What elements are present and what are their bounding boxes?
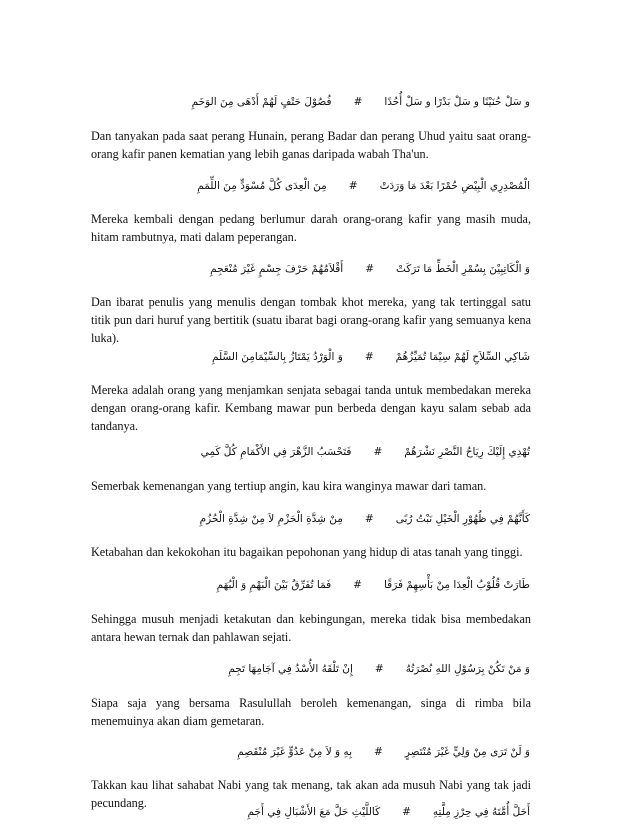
verse-hemistich-second: فَتَحْسَبُ الزَّهْرَ فِي الأَكْمَامِ كُلَّ كَمِي [200,446,352,458]
verse-separator: # [374,746,383,758]
translation-paragraph: Takkan kau lihat sahabat Nabi yang tak menang, tak akan ada musuh Nabi yang tak jadi pecundang. [91,778,531,810]
verse-hemistich-second: وَ الْوَرْدُ يَمْتَازُ بِالسِّيْمَامِنَ السَّلَمِ [211,351,343,363]
arabic-verse [150,800,530,824]
verse-hemistich-second: إِنْ تَلْقَهُ الأُسْدُ فِي آجَامِهَا تَجِمِ [228,663,353,675]
translation-paragraph: Mereka kembali dengan pedang berlumur darah orang-orang kafir yang masih muda, hitam rambutnya, mati dalam peperangan. [91,212,531,244]
verse-hemistich-second: فَمَا تُفَرِّقُ بَيْنَ الْبَهْمِ وَ الْبُهَمِ [216,579,332,591]
verse-hemistich-first: كَأَنَّهُمْ فِي ظُهُوْرِ الْخَيْلِ نَبْتُ رُبًى [395,513,530,525]
arabic-verse [60,257,530,281]
verse-separator: # [353,579,362,591]
verse-hemistich-first: طَارَتْ قُلُوْبُ الْعِدَا مِنْ بَأْسِهِمْ فَرَقًا [383,579,530,591]
translation-paragraph: Mereka adalah orang yang menjamkan senjata sebagai tanda untuk membedakan mereka dengan orang-orang kafir. Kembang mawar pun berbeda dengan kayu salam sebab ada tandanya. [91,383,531,433]
verse-hemistich-second: مِنْ شِدَّةِ الْحَزْمِ لاَ مِنْ شِدَّةِ الْحُزُمِ [199,513,343,525]
arabic-verse [60,507,530,531]
translation-paragraph: Dan ibarat penulis yang menulis dengan tombak khot mereka, yang tak tertinggal satu titik pun dari huruf yang bertitik (suatu ibarat bagi orang-orang kafir yang semuanya kena luka). [91,295,531,345]
arabic-verse [60,440,530,464]
verse-separator: # [374,663,384,675]
verse-hemistich-first: الْمُصْدِرِي الْبِيْضِ حُمْرًا بَعْدَ مَا وَرَدَتْ [379,180,530,192]
verse-separator: # [364,513,374,525]
verse-hemistich-first: شَاكِي السِّلاَحِ لَهُمْ سِيْمَا تُمَيِّزُهُمْ [395,351,530,363]
translation-paragraph: Dan tanyakan pada saat perang Hunain, perang Badar dan perang Uhud yaitu saat orang-orang kafir panen kematian yang lebih ganas daripada wabah Tha'un. [91,129,531,161]
verse-hemistich-second: فُصُوْلَ حَتْفٍ لَهُمْ أَدْهَى مِنَ الوَخَمِ [191,96,332,108]
arabic-verse [60,345,530,369]
verse-separator: # [348,180,358,192]
verse-separator: # [373,446,383,458]
verse-hemistich-second: كَاللَّيْثِ حَلَّ مَعَ الأَشْبَالِ فِي أَجَمِ [247,806,381,818]
translation-paragraph: Ketabahan dan kekokohan itu bagaikan pepohonan yang hidup di atas tanah yang tinggi. [91,545,523,559]
verse-hemistich-first: وَ مَنْ تَكُنْ بِرَسُوْلِ اللهِ نُصْرَتُهُ [405,663,530,675]
verse-hemistich-first: أَحَلَّ أُمَّتَهُ فِي حِرْزِ مِلَّتِهِ [432,806,530,818]
translation-paragraph: Semerbak kemenangan yang tertiup angin, kau kira wanginya mawar dari taman. [91,479,487,493]
arabic-verse [60,740,530,764]
verse-hemistich-first: وَ لَنْ تَرَى مِنْ وَلِيٍّ غَيْرَ مُنْتَصِرٍ [404,746,530,758]
verse-hemistich-second: أَقْلاَمُهُمْ حَرْفَ جِسْمٍ غَيْرَ مُنْعَجِمِ [210,263,344,275]
translation-paragraph: Sehingga musuh menjadi ketakutan dan kebingungan, mereka tidak bisa membedakan antara hewan ternak dan pahlawan sejati. [91,612,531,644]
verse-separator: # [365,263,374,275]
arabic-verse [60,573,530,597]
verse-separator: # [402,806,411,818]
verse-hemistich-second: مِنَ الْعِدَى كُلَّ مُسْوَدٍّ مِنَ اللِّمَمِ [197,180,327,192]
verse-separator: # [353,96,363,108]
verse-hemistich-second: بِهِ وَ لاَ مِنْ عَدُوٍّ غَيْرَ مُنْقَصِمِ [237,746,352,758]
verse-separator: # [364,351,374,363]
arabic-verse [60,174,530,198]
verse-hemistich-first: و سَلْ حُنَيْنًا و سَلْ بَدْرًا و سَلْ أُحُدًا [384,96,530,108]
arabic-verse [60,90,530,114]
verse-hemistich-first: وَ الْكَاتِبِيْنَ بِسُمْرِ الْخَطِّ مَا تَرَكَتْ [396,263,530,275]
arabic-verse [60,657,530,681]
translation-paragraph: Siapa saja yang bersama Rasulullah beroleh kemenangan, singa di rimba bila menemuinya akan diam gemetaran. [91,696,531,728]
verse-hemistich-first: تُهْدِي إِلَيْكَ رِيَاحُ النَّصْرِ نَشْرَهُمْ [404,446,530,458]
